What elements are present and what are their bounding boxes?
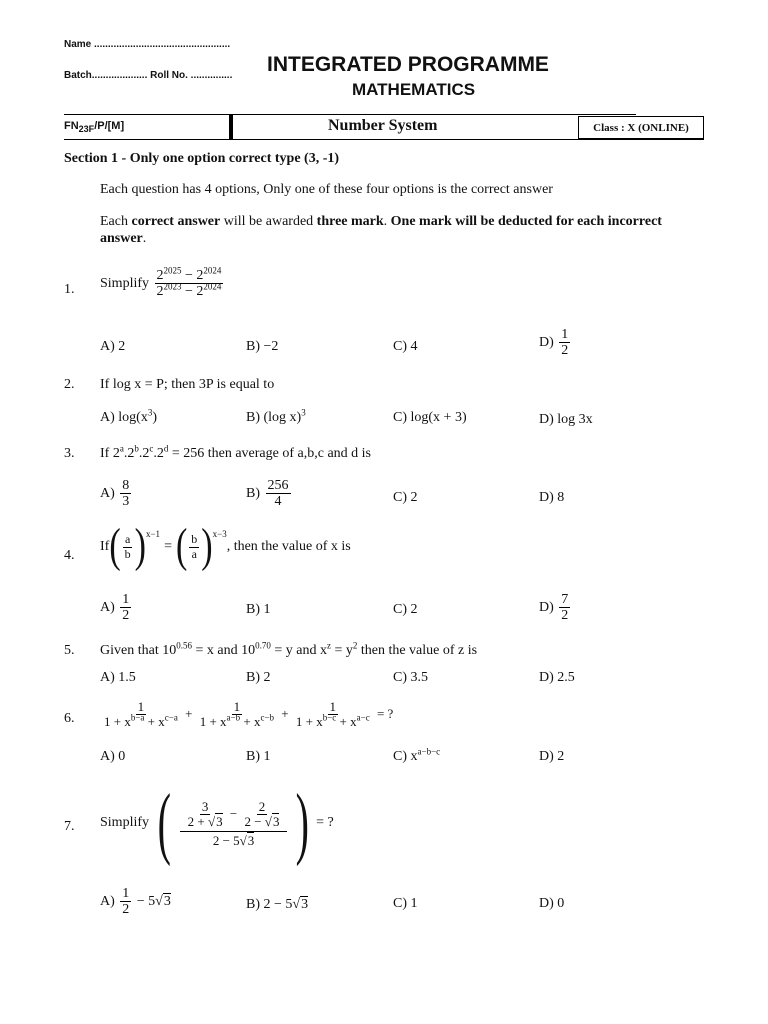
code-sub: 23F [78,124,95,135]
q5-option-a[interactable]: A) 1.5 [100,670,136,685]
q2-option-a[interactable]: A) $\log(x^3)$ [100,407,158,425]
q2-stem: If log x = P; then 3P is equal to [100,377,275,392]
q3-b-label: B) [246,486,260,502]
paper-code [64,120,125,135]
q7-option-b[interactable]: B) 2 − 5√3 [246,897,309,912]
q1-d-label: D) [539,335,554,351]
q6-c-label: C) [393,749,407,764]
instr2-g: . [142,231,147,246]
q2-option-d[interactable]: D) log 3x [539,412,593,427]
q5-option-c[interactable]: C) 3.5 [393,670,428,685]
q7-text: Simplify [100,815,150,830]
instr2-b: correct answer [131,214,221,229]
q7-a-label: A) [100,894,115,910]
q2-a-label: A) [100,410,115,425]
code-prefix: FN [64,120,79,132]
page-subtitle: MATHEMATICS [352,80,476,99]
q3-option-d[interactable]: D) 8 [539,490,565,505]
q5-stem: Given that $10^{0.56} = x$ and $10^{0.70} = y$ and $x^z = y^2$ then the value of z is [100,640,478,658]
q5-option-b[interactable]: B) 2 [246,670,271,685]
q3-option-c[interactable]: C) 2 [393,490,418,505]
q3-stem: If $2^a.2^b.2^c.2^d = 256$ then average of a,b,c and d is [100,443,371,461]
code-suffix: /P/[M] [94,120,125,132]
q4-a-label: A) [100,600,115,616]
q3-option-b[interactable]: B) $\frac{256}{4}$ [246,478,289,510]
q6-option-a[interactable]: A) 0 [100,749,126,764]
q6-option-d[interactable]: D) 2 [539,749,565,764]
instruction-2 [100,213,710,247]
header-bar [229,115,233,139]
batch-roll-field: Batch.................... Roll No. ............... [64,70,233,81]
q2-b-label: B) [246,410,260,425]
header-divider [64,114,636,115]
section-heading: Section 1 - Only one option correct type (3, -1) [64,151,340,166]
q4-stem: If ( $\frac{a}{b}$ ) x−1 = ( $\frac{b}{a}$ ) x−3 , then the value of x is [100,520,351,573]
instruction-1: Each question has 4 options, Only one of these four options is the correct answer [100,182,553,197]
q1-option-c[interactable]: C) 4 [393,339,418,354]
q7-stem: Simplify ( $\frac{3}{2 + √3}$ − $\frac{2}{2 - √3}$ 2 − 5√3 ) = ? [100,779,334,867]
header-bottom-line [64,139,704,140]
instr2-a: Each [100,214,132,229]
q4-text: , then the value of x is [226,539,351,554]
q1-option-d[interactable]: D) $\frac{1}{2}$ [539,327,569,359]
q7-option-c[interactable]: C) 1 [393,896,418,911]
instr2-c: will be awarded [220,214,317,229]
q3-number: 3. [64,446,75,461]
q6-stem: $\frac{1}{1 + x^{b-a} + x^{c-a}}$ + $\frac{1}{1 + x^{a-b} + x^{c-b}}$ + $\frac{1}{1 + x^{b-c} + x^{a-c}}$ = ? [104,699,394,730]
q2-number: 2. [64,377,75,392]
q1-text: Simplify [100,276,150,292]
q6-number: 6. [64,711,75,726]
q1-fraction: $\frac{2^{2025} - 2^{2024}}{2^{2023} - 2^{2024}}$ [156,265,222,300]
class-label: Class : X (ONLINE) [593,122,689,134]
q4-option-d[interactable]: D) $\frac{7}{2}$ [539,592,569,624]
q5-option-d[interactable]: D) 2.5 [539,670,575,685]
q3-a-label: A) [100,486,115,502]
q1-option-b[interactable]: B) −2 [246,339,279,354]
q5-number: 5. [64,643,75,658]
q7-option-a[interactable]: A) $\frac{1}{2}$ − 5√3 [100,886,171,918]
q1-stem [100,265,225,300]
instr2-e: . [383,214,391,229]
instr2-f: One mark will be deducted for each incorrect answer [100,214,662,246]
q6-option-b[interactable]: B) 1 [246,749,271,764]
q4-option-c[interactable]: C) 2 [393,602,418,617]
name-field: Name ................................................. [64,39,231,50]
topic-title: Number System [328,117,438,134]
page-title: INTEGRATED PROGRAMME [267,53,549,76]
q7-b-label: B) [246,897,260,912]
q3-option-a[interactable]: A) $\frac{8}{3}$ [100,478,130,510]
q3-text: then average of a,b,c and d is [207,446,371,461]
q2-c-label: C) [393,410,407,425]
q7-option-d[interactable]: D) 0 [539,896,565,911]
instr2-d: three mark [316,214,384,229]
q2-option-b[interactable]: B) (log x)$^3$ [246,407,306,425]
q4-option-b[interactable]: B) 1 [246,602,271,617]
q4-option-a[interactable]: A) $\frac{1}{2}$ [100,592,130,624]
q4-d-label: D) [539,600,554,616]
q6-option-c[interactable]: C) $x^{a-b-c}$ [393,746,441,764]
q5-text: Given that [100,643,159,658]
q4-number: 4. [64,548,75,563]
q2-option-c[interactable]: C) log(x + 3) [393,410,467,425]
q2-d-label: D) [539,412,554,427]
q1-number: 1. [64,282,75,297]
class-box [578,116,704,139]
q1-option-a[interactable]: A) 2 [100,339,126,354]
q7-number: 7. [64,819,75,834]
